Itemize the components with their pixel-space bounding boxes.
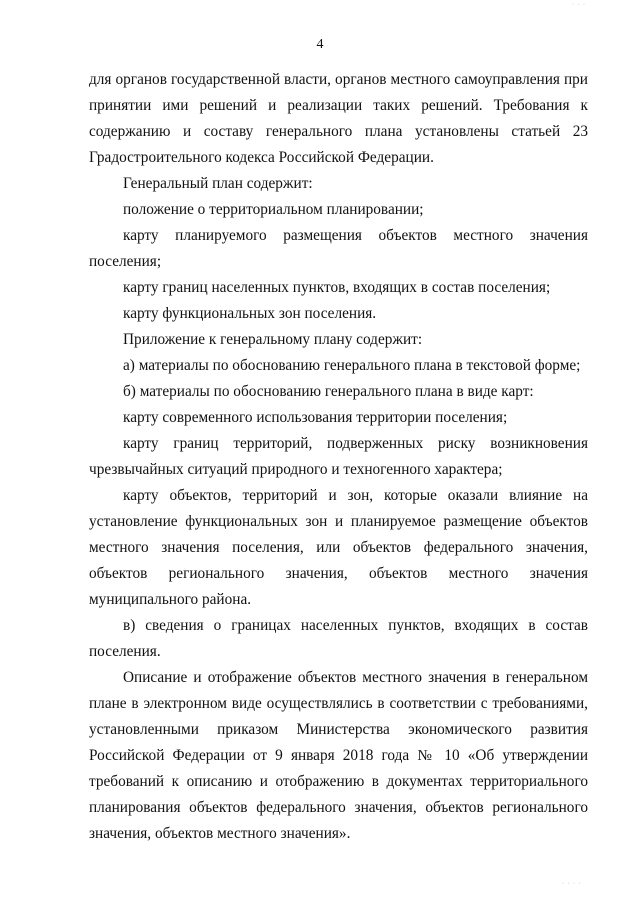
paragraph-line: Градостроительного кодекса Российской Федерации. xyxy=(89,149,434,166)
paragraph-line: Приложение к генеральному плану содержит: xyxy=(123,331,423,348)
paragraph-line: карту объектов, территорий и зон, которые оказали влияние на xyxy=(123,487,588,504)
paragraph-line: а) материалы по обоснованию генерального плана в текстовой форме; xyxy=(123,357,581,374)
paragraph-line: карту границ территорий, подверженных риску возникновения xyxy=(123,435,588,452)
paragraph-line: Российской Федерации от 9 января 2018 года № 10 «Об утверждении xyxy=(89,747,588,764)
paragraph-line: местного значения поселения, или объектов федерального значения, xyxy=(89,539,588,556)
page-number: 4 xyxy=(316,37,324,52)
paragraph-line: поселения. xyxy=(89,643,161,660)
paragraph-line: значения, объектов местного значения». xyxy=(89,825,351,842)
paragraph-line: муниципального района. xyxy=(89,591,252,608)
paragraph-line: плане в электронном виде осуществлялись в соответствии с требованиями, xyxy=(89,695,588,712)
paragraph-line: в) сведения о границах населенных пунктов, входящих в состав xyxy=(123,617,588,634)
paragraph-line: для органов государственной власти, органов местного самоуправления при xyxy=(89,71,588,88)
paragraph-line: карту современного использования территории поселения; xyxy=(123,409,508,426)
scan-artifact: · · · · xyxy=(562,881,582,887)
scan-artifact: · · · xyxy=(572,2,586,8)
paragraph-line: карту функциональных зон поселения. xyxy=(123,305,377,322)
paragraph-line: Описание и отображение объектов местного значения в генеральном xyxy=(123,669,588,686)
paragraph-line: положение о территориальном планировании; xyxy=(123,201,424,218)
paragraph-line: требований к описанию и отображению в документах территориального xyxy=(89,773,588,790)
paragraph-line: поселения; xyxy=(89,253,162,270)
paragraph-line: установленными приказом Министерства экономического развития xyxy=(89,721,588,738)
paragraph-line: объектов регионального значения, объектов местного значения xyxy=(89,565,588,582)
paragraph-line: установление функциональных зон и планируемое размещение объектов xyxy=(89,513,588,530)
paragraph-line: карту планируемого размещения объектов местного значения xyxy=(123,227,588,244)
paragraph-line: чрезвычайных ситуаций природного и техногенного характера; xyxy=(89,461,503,478)
paragraph-line: принятии ими решений и реализации таких решений. Требования к xyxy=(89,97,588,114)
paragraph-line: планирования объектов федерального значения, объектов регионального xyxy=(89,799,588,816)
paragraph-line: Генеральный план содержит: xyxy=(123,175,313,192)
paragraph-line: содержанию и составу генерального плана установлены статьей 23 xyxy=(89,123,588,140)
paragraph-line: карту границ населенных пунктов, входящих в состав поселения; xyxy=(123,279,551,296)
paragraph-line: б) материалы по обоснованию генерального плана в виде карт: xyxy=(123,383,534,400)
